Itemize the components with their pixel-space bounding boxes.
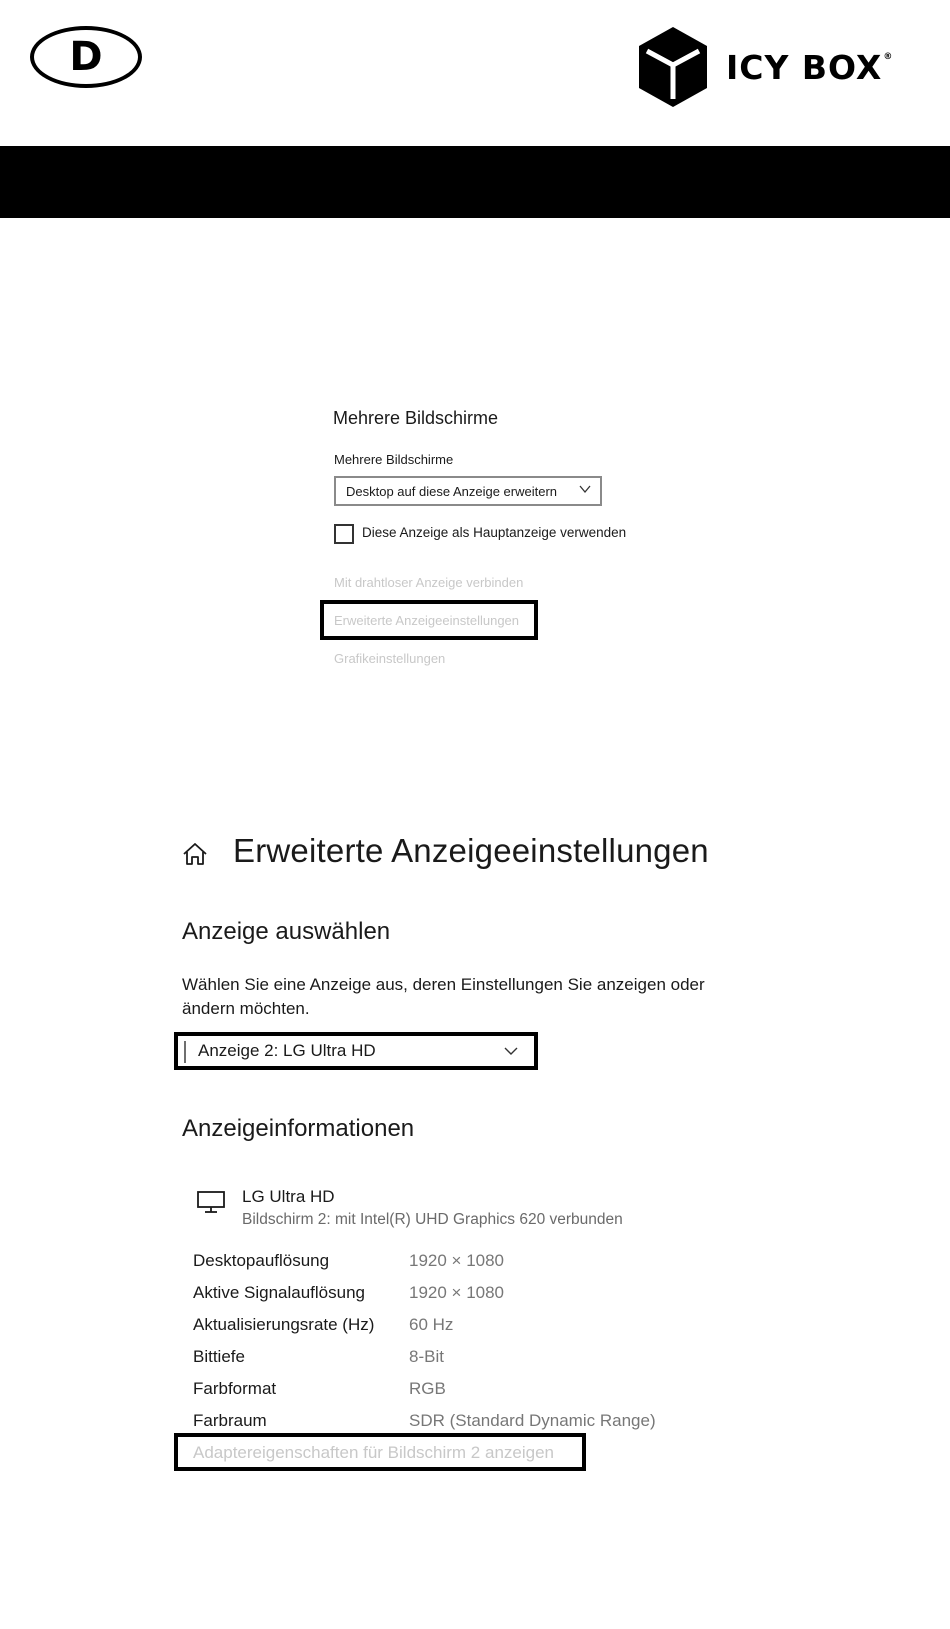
graphics-settings-link[interactable]: Grafikeinstellungen [334, 651, 446, 666]
language-badge: D [30, 26, 142, 88]
page-title: Erweiterte Anzeigeeinstellungen [233, 832, 709, 869]
info-label: Farbraum [193, 1411, 267, 1430]
info-value: 1920 × 1080 [409, 1283, 505, 1302]
title-bar [0, 146, 950, 218]
wireless-display-link[interactable]: Mit drahtloser Anzeige verbinden [334, 575, 524, 590]
cube-logo-icon [636, 24, 710, 110]
focus-edge [184, 1041, 186, 1063]
main-display-checkbox[interactable] [334, 524, 354, 544]
info-value: 1920 × 1080 [409, 1251, 505, 1270]
multiple-displays-title: Mehrere Bildschirme [333, 408, 499, 428]
info-label: Desktopauflösung [193, 1251, 330, 1270]
display-select[interactable] [174, 1032, 538, 1070]
display-info-heading: Anzeigeinformationen [182, 1115, 415, 1142]
monitor-subtitle: Bildschirm 2: mit Intel(R) UHD Graphics 620 verbunden [242, 1211, 623, 1228]
select-display-description: Wählen Sie eine Anzeige aus, deren Einstellungen Sie anzeigen oder ändern möchten. [182, 975, 705, 1018]
registered-mark: ® [883, 51, 894, 62]
chevron-down-icon [578, 482, 592, 499]
advanced-display-settings-link[interactable]: Erweiterte Anzeigeeinstellungen [334, 613, 520, 628]
select-display-heading: Anzeige auswählen [182, 918, 391, 945]
dropdown-value: Desktop auf diese Anzeige erweitern [346, 483, 558, 499]
info-value: 8-Bit [409, 1347, 444, 1366]
adapter-properties-link[interactable]: Adaptereigenschaften für Bildschirm 2 anzeigen [193, 1443, 554, 1462]
multiple-displays-label: Mehrere Bildschirme [334, 452, 454, 467]
info-label: Farbformat [193, 1379, 277, 1398]
monitor-icon [196, 1190, 226, 1219]
brand-name: ICY BOX® [726, 47, 894, 87]
info-value: SDR (Standard Dynamic Range) [409, 1411, 656, 1430]
info-label: Bittiefe [193, 1347, 245, 1366]
display-select-value: Anzeige 2: LG Ultra HD [198, 1041, 376, 1060]
info-value: RGB [409, 1379, 446, 1398]
info-label: Aktive Signalauflösung [193, 1283, 366, 1302]
home-icon[interactable] [182, 842, 208, 871]
main-display-checkbox-label: Diese Anzeige als Hauptanzeige verwenden [362, 525, 627, 540]
monitor-name: LG Ultra HD [242, 1187, 335, 1206]
info-value: 60 Hz [409, 1315, 454, 1334]
brand-logo [636, 24, 893, 110]
multiple-displays-dropdown[interactable] [334, 476, 602, 506]
info-label: Aktualisierungsrate (Hz) [193, 1315, 375, 1334]
chevron-down-icon [502, 1042, 520, 1065]
